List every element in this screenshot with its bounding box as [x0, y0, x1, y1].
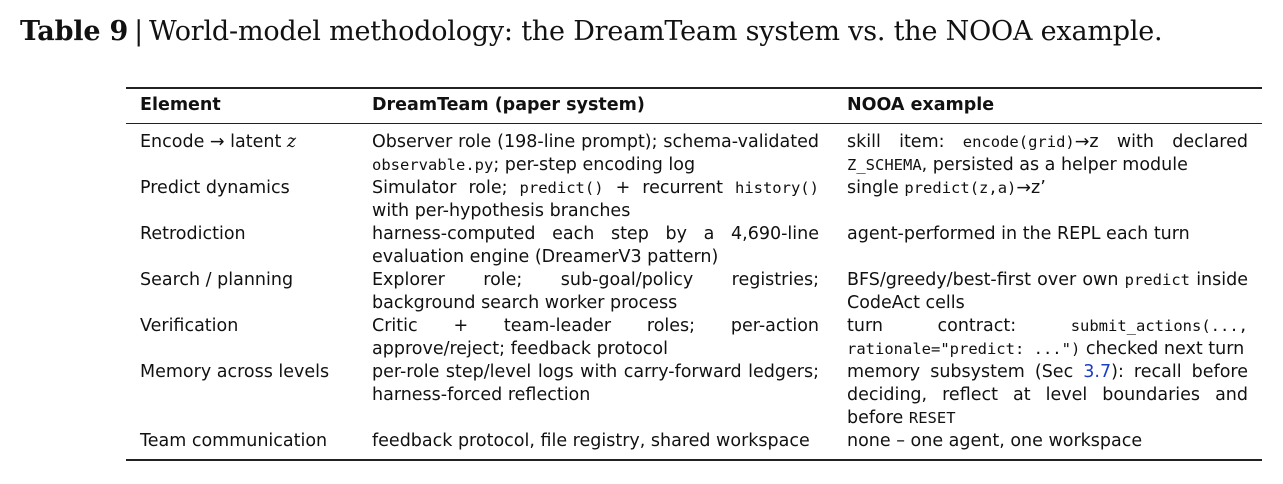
cell-nooa: none – one agent, one workspace	[847, 431, 1143, 451]
cell-nooa: memory subsystem (Sec 3.7): recall before deciding, reflect at level boundaries and before RESET	[847, 362, 1248, 428]
cell-element: Encode → latent z	[140, 132, 297, 152]
cell-nooa: BFS/greedy/best-first over own predict inside CodeAct cells	[847, 270, 1248, 313]
table-label: Table 9	[20, 16, 129, 47]
table-row	[126, 177, 1262, 223]
cell-nooa: turn contract: submit_actions(..., rationale="predict: ...") checked next turn	[847, 316, 1248, 359]
cell-element: Predict dynamics	[140, 178, 290, 198]
table-row	[126, 361, 1262, 430]
header-nooa: NOOA example	[833, 88, 1262, 124]
table-row	[126, 269, 1262, 315]
cell-element: Verification	[140, 316, 239, 336]
table-caption	[20, 16, 1162, 47]
cell-dreamteam: Observer role (198-line prompt); schema-validated observable.py; per-step encoding log	[372, 132, 819, 175]
table-row	[126, 124, 1262, 178]
cell-nooa: skill item: encode(grid)→z with declared Z_SCHEMA, persisted as a helper module	[847, 132, 1248, 175]
cell-element: Memory across levels	[140, 362, 330, 382]
cell-element: Team communication	[140, 431, 328, 451]
table-row	[126, 223, 1262, 269]
cell-dreamteam: Explorer role; sub-goal/policy registries; background search worker process	[372, 270, 819, 313]
cell-element: Retrodiction	[140, 224, 246, 244]
comparison-table	[126, 87, 1262, 461]
header-element: Element	[126, 88, 358, 124]
table-row	[126, 315, 1262, 361]
cell-nooa: single predict(z,a)→z’	[847, 178, 1046, 198]
caption-separator: |	[134, 16, 144, 47]
table-row	[126, 430, 1262, 460]
cell-nooa: agent-performed in the REPL each turn	[847, 224, 1190, 244]
table-body	[126, 124, 1262, 461]
cell-dreamteam: Critic + team-leader roles; per-action approve/reject; feedback protocol	[372, 316, 819, 359]
cell-dreamteam: Simulator role; predict() + recurrent history() with per-hypothesis branches	[372, 178, 819, 221]
cell-dreamteam: per-role step/level logs with carry-forward ledgers; harness-forced reflection	[372, 362, 819, 405]
header-dreamteam: DreamTeam (paper system)	[358, 88, 833, 124]
header-row	[126, 88, 1262, 124]
cell-dreamteam: feedback protocol, file registry, shared workspace	[372, 431, 810, 451]
cell-dreamteam: harness-computed each step by a 4,690-line evaluation engine (DreamerV3 pattern)	[372, 224, 819, 267]
caption-text: World-model methodology: the DreamTeam system vs. the NOOA example.	[149, 16, 1163, 47]
cell-element: Search / planning	[140, 270, 294, 290]
